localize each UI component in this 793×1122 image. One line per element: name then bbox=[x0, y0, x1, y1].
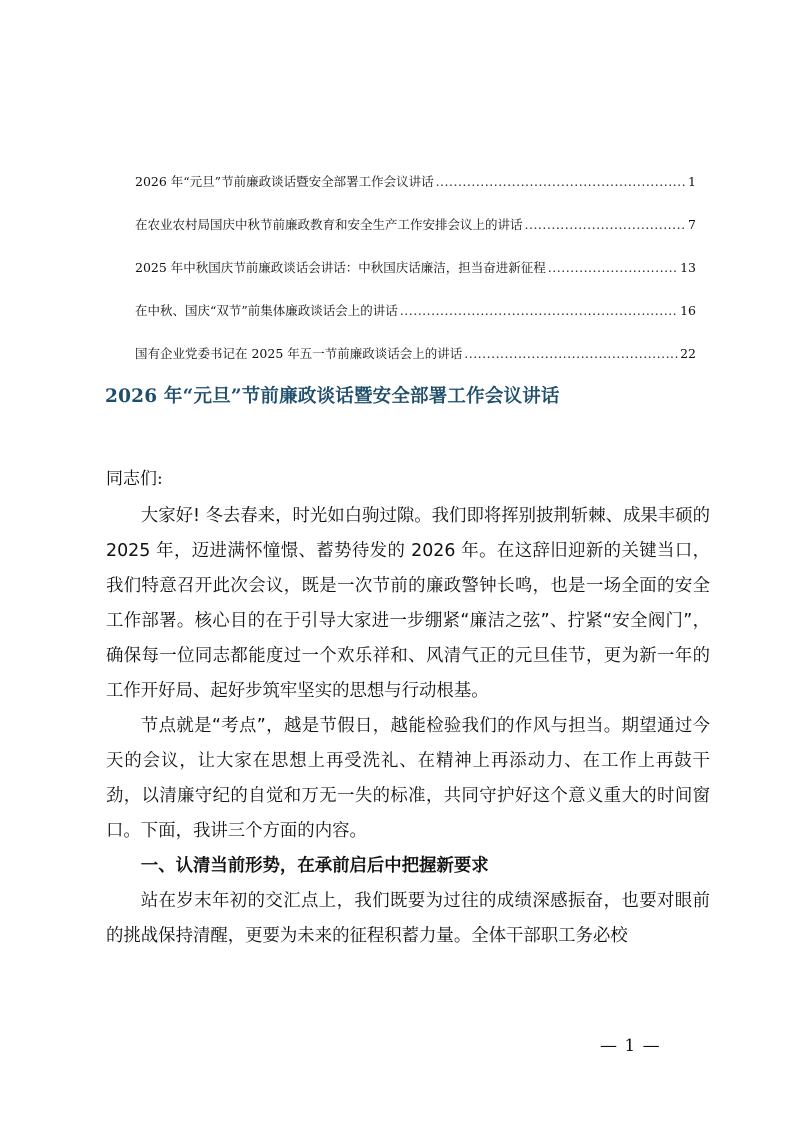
salutation: 同志们: bbox=[106, 469, 163, 489]
toc-entry-title[interactable]: 2026 年“元旦”节前廉政谈话暨安全部署工作会议讲话 bbox=[135, 174, 434, 189]
toc-entry[interactable] bbox=[135, 172, 696, 194]
toc-entry-page: 7 bbox=[688, 216, 696, 232]
toc-leader-dots bbox=[436, 174, 686, 189]
body-paragraph: 大家好! 冬去春来，时光如白驹过隙。我们即将挥别披荆斩棘、成果丰硕的 2025 年，迈进满怀憧憬、蓄势待发的 2026 年。在这辞旧迎新的关键当口，我们特意召开此次会议，既是一次节前的廉政警钟长鸣，也是一场全面的安全工作部署。核心目的在于引导大家进一步绷紧“廉洁之弦”、拧紧“安全阀门”，确保每一位同志都能度过一个欢乐祥和、风清气正的元旦佳节，更为新一年的工作开好局、起好步筑牢坚实的思想与行动根基。 bbox=[106, 506, 710, 701]
section-heading: 一、认清当前形势，在承前启后中把握新要求 bbox=[140, 856, 489, 876]
body-paragraph: 节点就是“考点”，越是节假日，越能检验我们的作风与担当。期望通过今天的会议，让大家在思想上再受洗礼、在精神上再添动力、在工作上再鼓干劲，以清廉守纪的自觉和万无一失的标准，共同守护好这个意义重大的时间窗口。下面，我讲三个方面的内容。 bbox=[106, 716, 710, 841]
toc-entry-title[interactable]: 国有企业党委书记在 2025 年五一节前廉政谈话会上的讲话 bbox=[135, 345, 463, 361]
toc-entry-page: 16 bbox=[680, 302, 696, 318]
toc-entry-title[interactable]: 2025 年中秋国庆节前廉政谈话会讲话：中秋国庆话廉洁，担当奋进新征程 bbox=[135, 259, 546, 275]
toc-entry-title[interactable]: 在农业农村局国庆中秋节前廉政教育和安全生产工作安排会议上的讲话 bbox=[135, 216, 523, 232]
toc-leader-dots bbox=[548, 260, 678, 275]
toc-entry-page: 13 bbox=[680, 259, 696, 275]
toc-entry[interactable] bbox=[135, 301, 696, 323]
toc-leader-dots bbox=[464, 346, 678, 361]
toc-leader-dots bbox=[525, 217, 687, 232]
page-number: — 1 — bbox=[600, 1036, 661, 1056]
document-body bbox=[106, 499, 710, 954]
body-paragraph: 站在岁末年初的交汇点上，我们既要为过往的成绩深感振奋，也要对眼前的挑战保持清醒，更要为未来的征程积蓄力量。全体干部职工务必校 bbox=[106, 891, 710, 946]
toc-entry[interactable] bbox=[135, 258, 696, 280]
toc-entry[interactable] bbox=[135, 215, 696, 237]
document-heading: 2026 年“元旦”节前廉政谈话暨安全部署工作会议讲话 bbox=[105, 386, 560, 407]
toc-entry[interactable] bbox=[135, 344, 696, 366]
toc-entry-page: 22 bbox=[680, 345, 696, 361]
table-of-contents bbox=[135, 172, 696, 386]
toc-entry-page: 1 bbox=[688, 174, 696, 189]
toc-entry-title[interactable]: 在中秋、国庆“双节”前集体廉政谈话会上的讲话 bbox=[135, 302, 398, 318]
toc-leader-dots bbox=[400, 303, 678, 318]
